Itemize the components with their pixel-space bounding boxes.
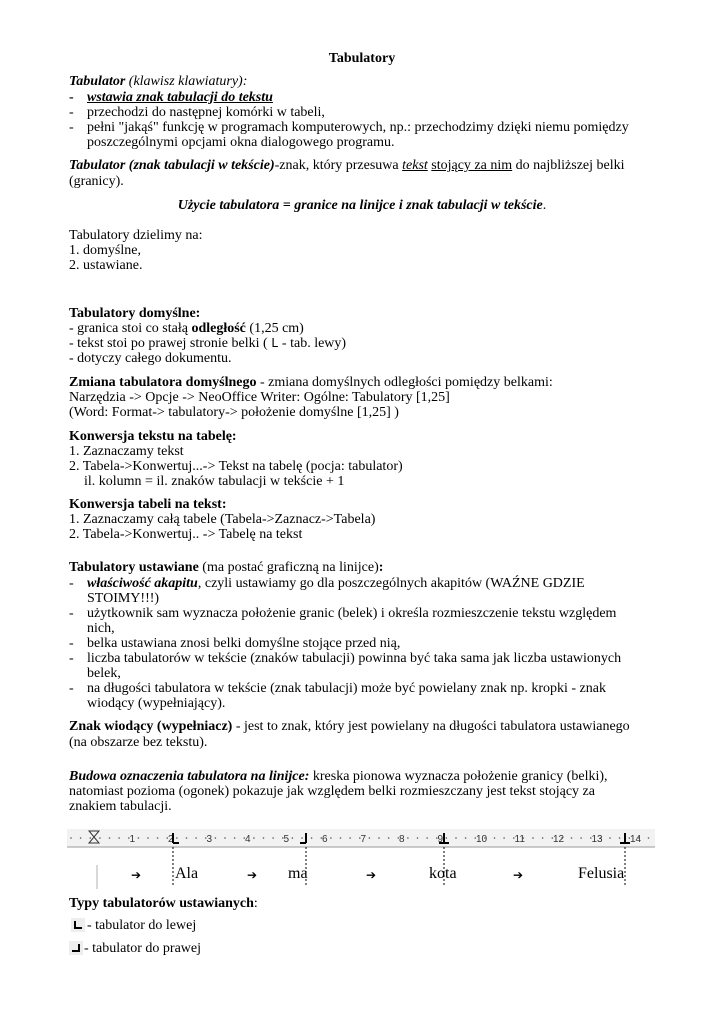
left-tab-icon: [71, 918, 85, 936]
tab-arrow-icon: ➔: [247, 868, 258, 882]
ruler-dot: [224, 837, 226, 839]
ruler-number: 14: [630, 834, 642, 845]
divide-item-2: 2. ustawiane.: [69, 258, 143, 273]
build-line-1: Budowa oznaczenia tabulatora na linijce: kreska pionowa wyznacza położenie granicy (belki),: [69, 769, 608, 784]
def1-item-3-cont: poszczególnymi opcjami okna dialogowego programu.: [87, 135, 395, 150]
def2-line1: Tabulator (znak tabulacji w tekście)-znak, który przesuwa tekst stojący za nim do najbliższej belki: [69, 158, 625, 173]
usage-line: Użycie tabulatora = granice na linijce i znak tabulacji w tekście.: [177, 198, 547, 213]
def1-item-3-text: pełni "jakąś" funkcję w programach komputerowych, np.: przechodzimy dzięki niemu pomiędzy: [87, 120, 629, 135]
ruler-dot: [109, 837, 111, 839]
ruler-dot: [609, 837, 611, 839]
ruler-dot: [378, 837, 380, 839]
def1-item-1-text: wstawia znak tabulacji do tekstu: [87, 90, 273, 105]
def1-item-2: - przechodzi do następnej komórki w tabeli,: [69, 105, 325, 120]
ruler-svg: [67, 825, 655, 889]
leader-line-1: Znak wiodący (wypełniacz) - jest to znak, który jest powielany na długości tabulatora ustawianego: [69, 719, 630, 734]
ruler-word: Ala: [175, 865, 199, 882]
set-tabs-item-5: - na długości tabulatora w tekście (znak tabulacji) może być powielany znak np. kropki - znak: [69, 681, 606, 696]
set-tabs-item-4: - liczba tabulatorów w tekście (znaków tabulacji) powinna być taka sama jak liczba ustawionych: [69, 651, 622, 666]
conv2-line-2: 2. Tabela->Konwertuj.. -> Tabelę na tekst: [69, 527, 303, 542]
set-tabs-item-5-cont: wiodący (wypełniający).: [87, 696, 226, 711]
set-tabs-item-1-cont: STOIMY!!!): [87, 591, 160, 606]
ruler-dot: [263, 837, 265, 839]
ruler-number: 5: [283, 834, 290, 845]
tab-key-heading-bold: Tabulator: [69, 74, 126, 89]
ruler-dot: [138, 837, 140, 839]
left-tab-symbol: L: [271, 336, 279, 350]
ruler-dot: [215, 837, 217, 839]
def2-line2: (granicy).: [69, 174, 124, 189]
tab-arrow-icon: ➔: [513, 868, 524, 882]
ruler-number: 1: [129, 834, 136, 845]
conv1-heading: Konwersja tekstu na tabelę:: [69, 429, 237, 444]
ruler-dot: [292, 837, 294, 839]
ruler-dot: [311, 837, 313, 839]
ruler-number: 13: [591, 834, 603, 845]
tab-arrow-icon: ➔: [366, 868, 377, 882]
build-line-2: natomiast pozioma (ogonek) pokazuje jak względem belki rozmieszczany jest tekst stojący za: [69, 784, 595, 799]
types-right-tab: - tabulator do prawej: [84, 941, 202, 956]
set-tabs-item-3: - belka ustawiana znosi belki domyślne stojące przed nią,: [69, 636, 401, 651]
ruler-word: kota: [429, 865, 457, 882]
conv1-line-3: il. kolumn = il. znaków tabulacji w tekście + 1: [84, 474, 345, 489]
ruler-dot: [253, 837, 255, 839]
ruler-dot: [99, 837, 101, 839]
ruler-number: 2: [168, 834, 174, 845]
def2-bold: Tabulator (znak tabulacji w tekście): [69, 158, 275, 173]
ruler-number: 8: [399, 834, 405, 845]
conv1-line-1: 1. Zaznaczamy tekst: [69, 444, 184, 459]
ruler-dot: [455, 837, 457, 839]
ruler-number: 10: [476, 834, 488, 845]
ruler-dot: [118, 837, 120, 839]
ruler-dot: [349, 837, 351, 839]
ruler-dot: [446, 837, 448, 839]
conv2-heading: Konwersja tabeli na tekst:: [69, 497, 227, 512]
ruler-dot: [90, 837, 92, 839]
ruler-dot: [388, 837, 390, 839]
ruler-number: 6: [322, 834, 328, 845]
change-line-3: (Word: Format-> tabulatory-> położenie domyślne [1,25] ): [69, 405, 399, 420]
types-heading: Typy tabulatorów ustawianych:: [69, 896, 258, 911]
change-line-2: Narzędzia -> Opcje -> NeoOffice Writer: Ogólne: Tabulatory [1,25]: [69, 390, 450, 405]
default-tabs-heading: Tabulatory domyślne:: [69, 306, 201, 321]
ruler-dot: [619, 837, 621, 839]
ruler-dot: [503, 837, 505, 839]
ruler-dot: [157, 837, 159, 839]
ruler-dot: [407, 837, 409, 839]
ruler-dot: [70, 837, 72, 839]
ruler-dot: [571, 837, 573, 839]
ruler-dot: [340, 837, 342, 839]
ruler-dot: [330, 837, 332, 839]
ruler-dot: [80, 837, 82, 839]
ruler-dot: [426, 837, 428, 839]
conv2-line-1: 1. Zaznaczamy całą tabele (Tabela->Zaznacz->Tabela): [69, 512, 376, 527]
ruler-dot: [176, 837, 178, 839]
default-tabs-line-3: - dotyczy całego dokumentu.: [69, 351, 232, 366]
ruler-dot: [369, 837, 371, 839]
ruler-number: 9: [437, 834, 444, 845]
ruler-illustration: [67, 825, 655, 889]
ruler-dot: [234, 837, 236, 839]
ruler-dot: [648, 837, 650, 839]
ruler-dot: [532, 837, 534, 839]
types-left-tab: - tabulator do lewej: [87, 918, 197, 933]
default-tabs-line-2: - tekst stoi po prawej stronie belki ( L - tab. lewy): [69, 336, 347, 351]
divide-intro: Tabulatory dzielimy na:: [69, 228, 203, 243]
ruler-word: Felusia: [578, 865, 625, 882]
ruler-word: ma: [288, 865, 308, 882]
ruler-number: 4: [245, 834, 251, 845]
def1-item-3: - pełni "jakąś" funkcję w programach komputerowych, np.: przechodzimy dzięki niemu pomiędzy: [69, 120, 629, 135]
right-tab-icon: [69, 941, 83, 959]
divide-item-1: 1. domyślne,: [69, 243, 141, 258]
ruler-dot: [580, 837, 582, 839]
set-tabs-item-4-cont: belek,: [87, 666, 121, 681]
tab-arrow-icon: ➔: [131, 868, 142, 882]
ruler-number: 11: [514, 834, 525, 845]
set-tabs-item-2: - użytkownik sam wyznacza położenie granic (belek) i określa rozmieszczenie tekstu względem: [69, 606, 617, 621]
def1-item-2-text: przechodzi do następnej komórki w tabeli,: [87, 105, 325, 120]
ruler-number: 3: [206, 834, 213, 845]
ruler-dot: [147, 837, 149, 839]
set-tabs-item-2-cont: nich,: [87, 621, 115, 636]
ruler-dot: [494, 837, 496, 839]
ruler-number: 7: [360, 834, 367, 845]
ruler-dot: [465, 837, 467, 839]
document-title: Tabulatory: [328, 51, 396, 66]
change-line-1: Zmiana tabulatora domyślnego - zmiana domyślnych odległości pomiędzy belkami:: [69, 375, 553, 390]
ruler-dot: [195, 837, 197, 839]
leader-line-2: (na obszarze bez tekstu).: [69, 735, 208, 750]
ruler-words: [131, 865, 624, 882]
set-tabs-heading: Tabulatory ustawiane (ma postać graficzną na linijce):: [69, 560, 384, 575]
set-tabs-item-1: - właściwość akapitu, czyli ustawiamy go dla poszczególnych akapitów (WAŹNE GDZIE: [69, 576, 585, 591]
ruler-dot: [186, 837, 188, 839]
build-line-3: znakiem tabulacji.: [69, 799, 172, 814]
default-tabs-line-1: - granica stoi co stałą odległość (1,25 cm): [69, 321, 304, 336]
conv1-line-2: 2. Tabela->Konwertuj...-> Tekst na tabelę (pocja: tabulator): [69, 459, 403, 474]
tab-key-heading-rest: (klawisz klawiatury):: [125, 74, 248, 89]
ruler-dot: [272, 837, 274, 839]
def1-item-1: - wstawia znak tabulacji do tekstu: [69, 90, 273, 105]
ruler-number: 12: [553, 834, 565, 845]
ruler-dot: [542, 837, 544, 839]
tab-key-heading: [69, 74, 247, 89]
ruler-dot: [417, 837, 419, 839]
ruler-dot: [301, 837, 303, 839]
